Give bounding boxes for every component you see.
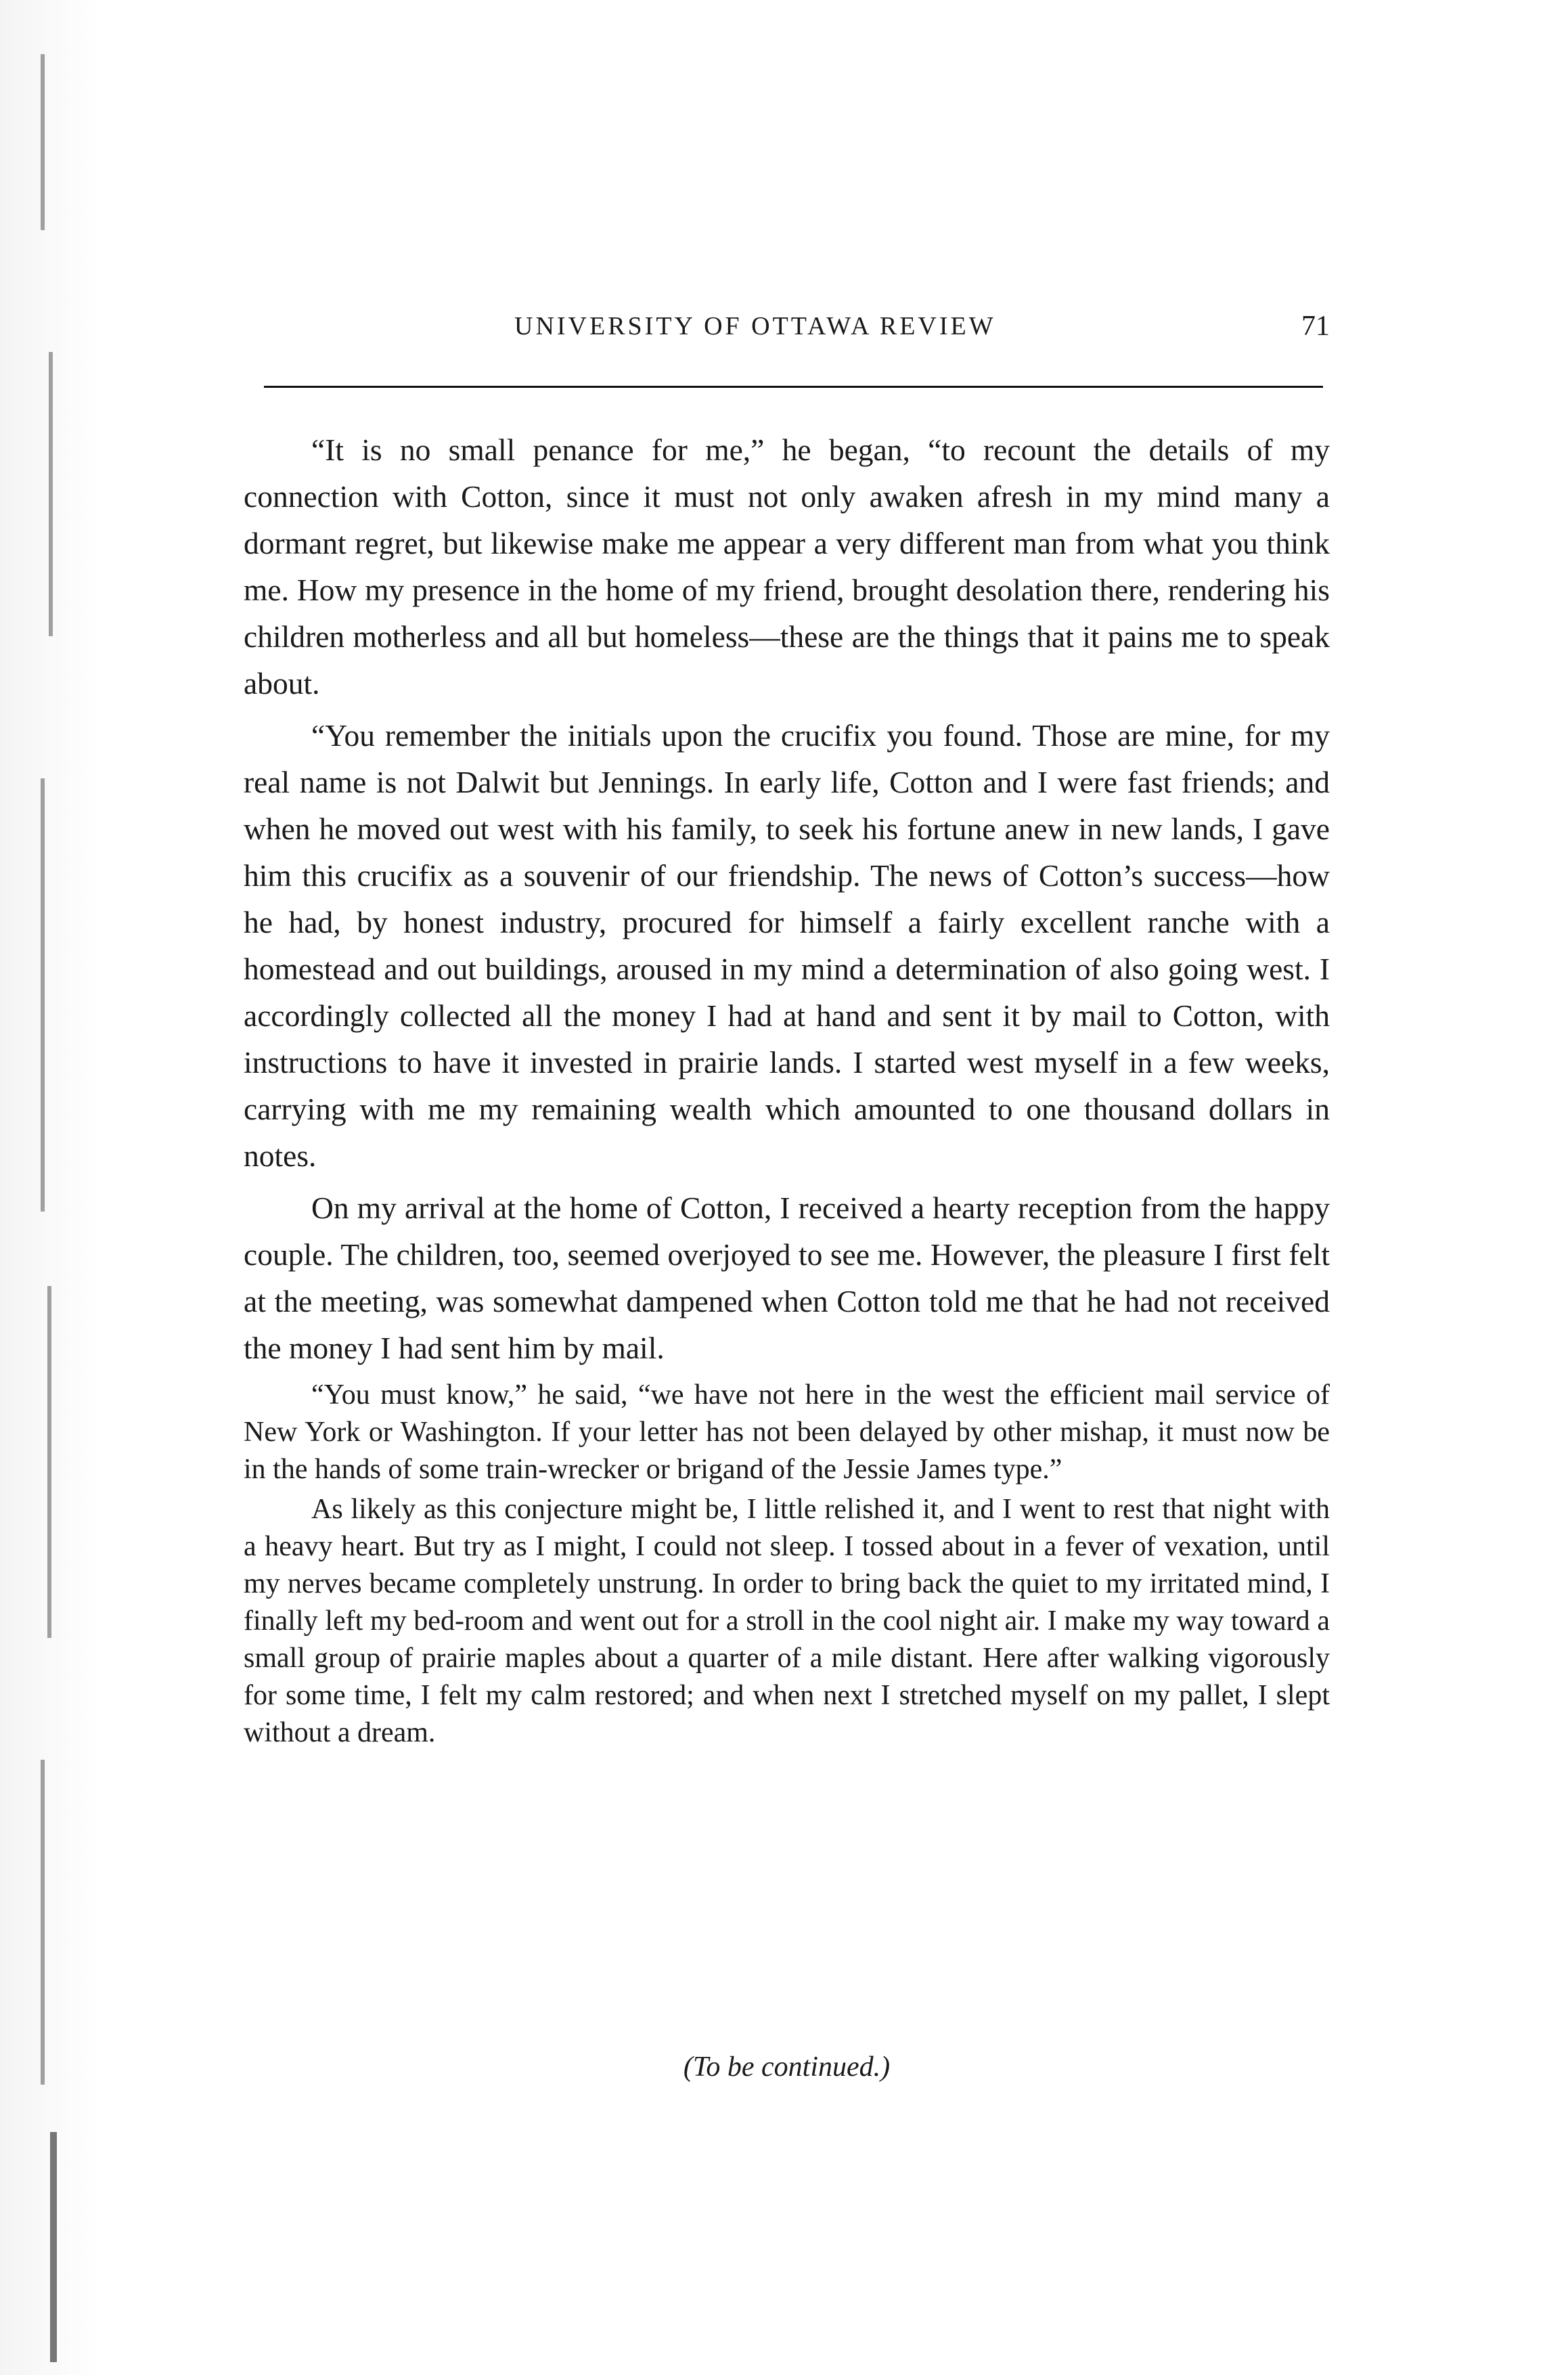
paragraph: As likely as this conjecture might be, I little relished it, and I went to rest that night with a heavy heart. But try as I might, I could not sleep. I tossed about in a fever of vexation, until my nerves became completely unstrung. In order to bring back the quiet to my irritated mind, I finally left my bed-room and went out for a stroll in the cool night air. I make my way toward a small group of prairie maples about a quarter of a mile distant. Here after walking vigorously for some time, I felt my calm restored; and when next I stretched myself on my pallet, I slept without a dream.: [244, 1494, 1330, 1748]
header-rule: [264, 386, 1323, 388]
paragraph: “You remember the initials upon the crucifix you found. Those are mine, for my real name is not Dalwit but Jennings. In early life, Cotton and I were fast friends; and when he moved out west with his family, to seek his fortune anew in new lands, I gave him this crucifix as a souvenir of our friendship. The news of Cotton’s success—how he had, by honest industry, procured for himself a fairly excellent ranche with a homestead and out buildings, aroused in my mind a determination of also going west. I accordingly collected all the money I had at hand and sent it by mail to Cotton, with instructions to have it invested in prairie lands. I started west myself in a few weeks, carrying with me my remaining wealth which amounted to one thousand dollars in notes.: [244, 718, 1330, 1173]
paragraph: “It is no small penance for me,” he began, “to recount the details of my connection with Cotton, since it must not only awaken afresh in my mind many a dormant regret, but likewise make me appear a very different man from what you think me. How my presence in the home of my friend, brought desolation there, rendering his children motherless and all but homeless—these are the things that it pains me to speak about.: [244, 432, 1330, 701]
page-binding-edge: [0, 0, 102, 2375]
page-header: [244, 311, 1330, 359]
running-title: UNIVERSITY OF OTTAWA REVIEW: [514, 312, 996, 340]
page-number: 71: [1301, 311, 1330, 342]
article-body: [244, 426, 1330, 1754]
paragraph: “You must know,” he said, “we have not here in the west the efficient mail service of New York or Washington. If your letter has not been delayed by other mishap, it must now be in the hands of some train-wrecker or brigand of the Jessie James type.”: [244, 1379, 1330, 1485]
to-be-continued: (To be continued.): [683, 2051, 891, 2083]
paragraph: On my arrival at the home of Cotton, I received a hearty reception from the happy couple. The children, too, seemed overjoyed to see me. However, the pleasure I first felt at the meeting, was somewhat dampened when Cotton told me that he had not received the money I had sent him by mail.: [244, 1191, 1330, 1365]
